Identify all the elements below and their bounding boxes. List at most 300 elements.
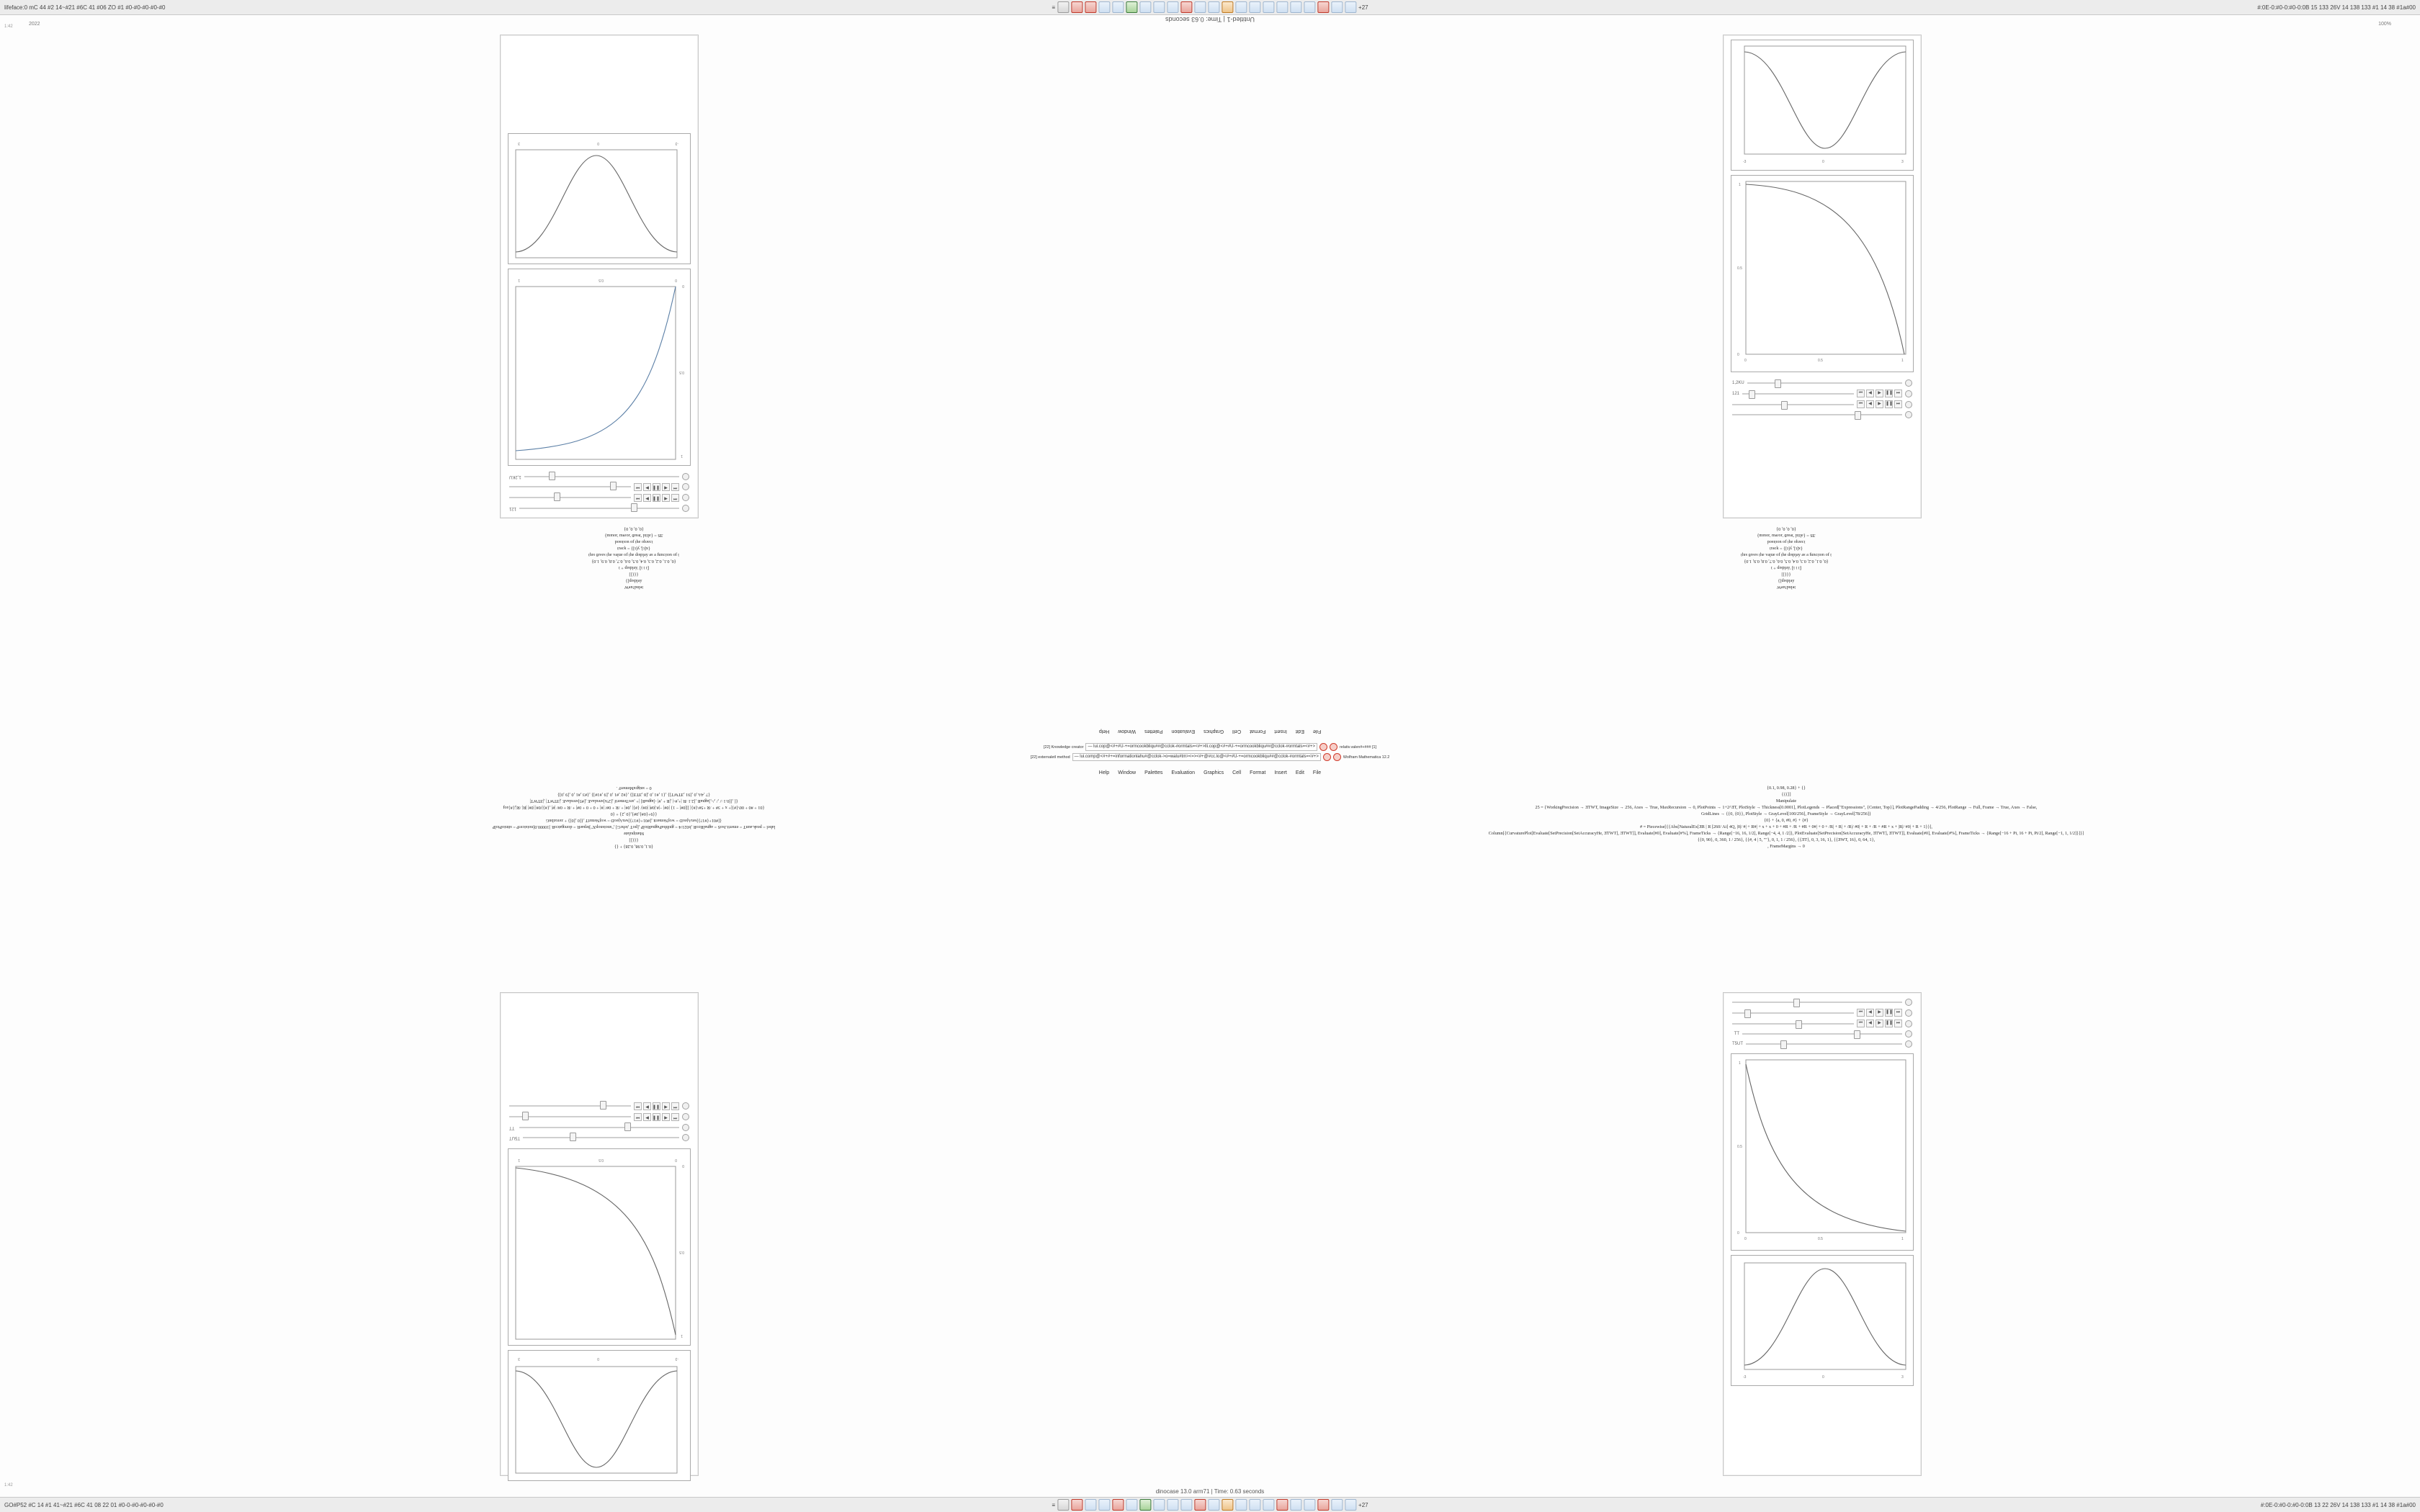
pause-button[interactable]: ❚❚: [653, 1113, 660, 1121]
address-row-1-trailing: relativ.valen#+### [1]: [1339, 744, 1376, 750]
gear-icon[interactable]: [682, 1134, 689, 1141]
menu-icon[interactable]: [1057, 1499, 1069, 1511]
slider-2[interactable]: [509, 495, 631, 502]
code-block-upper-left[interactable]: [130, 526, 1138, 590]
play-button[interactable]: ▶: [643, 1102, 651, 1110]
bottom-system-bar-right: [2261, 1502, 2420, 1508]
edge-mark-top-left: 1:42: [4, 24, 13, 29]
record3-icon[interactable]: [1194, 1499, 1206, 1511]
slider-row-2[interactable]: [1729, 388, 1915, 399]
taskbar-counter-bottom: +27: [1358, 1501, 1368, 1508]
gear-icon[interactable]: [682, 473, 689, 480]
code-line: label = peak.aunT = emerit.JsoS = agnalRcoR ,b021/4 = gnibbaPagnaRtolP ,[poT ,tehcG] ,"snoisnopX"]tepaeR = doregatcoR ]10000.0[noisicerP = sitnioPtolP: [492, 824, 776, 829]
top-system-bar-right: [2257, 4, 2420, 11]
notes-icon[interactable]: [1249, 1, 1260, 13]
svg-text:1: 1: [1739, 183, 1741, 187]
clipboard-icon[interactable]: [1317, 1499, 1329, 1511]
record2-icon[interactable]: [1112, 1499, 1124, 1511]
code-line: {x[t], y[t]} = ʞɔɐɹʇ: [617, 546, 650, 551]
system-info-right-bottom: #:0E-0:#0-0:#0-0:0B 13 22 26V 14 138 133 #1 14 38 #1a#00: [2260, 1501, 2416, 1508]
address-row-1-label: [22] Knowledge creator: [1044, 744, 1084, 750]
pdf-icon[interactable]: [1276, 1499, 1288, 1511]
svg-text:0: 0: [597, 1356, 599, 1361]
player-row-1[interactable]: [1729, 1007, 1915, 1018]
chat-icon[interactable]: [1194, 1, 1206, 13]
svg-text:0: 0: [1744, 359, 1747, 363]
code-line: {{{]]: [1781, 792, 1791, 797]
pause-button[interactable]: ❚❚: [1885, 400, 1893, 408]
manipulate-panel-top-right[interactable]: [1723, 35, 1922, 518]
code-line: ʎɐldsıp]}: [625, 578, 642, 583]
prev-button[interactable]: ⏮: [1857, 1020, 1865, 1027]
code-line: {x[t], y[t]} = ʞɔɐɹʇ: [1770, 546, 1803, 551]
gear-icon[interactable]: [1905, 1040, 1912, 1048]
svg-text:0.5: 0.5: [679, 370, 684, 374]
code-line: ʇɐlnd!uɐW: [624, 585, 644, 590]
slider-1-value: T5UT: [509, 1135, 520, 1140]
calc-icon[interactable]: [1153, 1, 1165, 13]
prev-button[interactable]: ⏮: [1857, 1009, 1865, 1017]
code-line: GridLines → {{0, {0}}, PlotStyle → GrayLevel[100/256], FrameStyle → GrayLevel[78/256]}: [1700, 811, 1872, 816]
svg-text:0.5: 0.5: [1737, 1145, 1742, 1149]
slider-row-4[interactable]: [1729, 1039, 1915, 1049]
slider-row-1[interactable]: [1729, 997, 1915, 1007]
gear-icon[interactable]: [1905, 1009, 1912, 1017]
slider-1[interactable]: [523, 1134, 679, 1141]
slider-3-label: TT: [1734, 1032, 1739, 1036]
controls-group-top-left[interactable]: [501, 470, 698, 518]
slider-2[interactable]: [1732, 1009, 1854, 1017]
player-buttons-1[interactable]: [1857, 1009, 1902, 1017]
mathematica-icon[interactable]: [1304, 1499, 1315, 1511]
prev-button[interactable]: ⏮: [1857, 390, 1865, 397]
slider-1-label: 1,2KU: [1732, 381, 1744, 385]
image-icon[interactable]: [1222, 1, 1233, 13]
svg-text:0: 0: [682, 1164, 684, 1168]
slider-2-label: 121: [1732, 391, 1740, 396]
pause-button[interactable]: ❚❚: [1885, 1020, 1893, 1027]
player-row-2[interactable]: [506, 482, 692, 492]
top-system-bar-left: [0, 4, 165, 11]
next-button[interactable]: ⏭: [1894, 1020, 1902, 1027]
chat-icon[interactable]: [1180, 1499, 1192, 1511]
svg-text:0.5: 0.5: [599, 1158, 604, 1162]
record-icon[interactable]: [1071, 1499, 1083, 1511]
code-line: {{{]]: [629, 837, 639, 842]
next-button[interactable]: ⏭: [634, 1113, 642, 1121]
svg-text:0.5: 0.5: [1818, 359, 1823, 363]
gear-icon[interactable]: [682, 495, 689, 502]
code-line: {[#01+{#1?}]wnAjeoD = wojNemerit ,[#01+{#1?}]wnAjeoD = wojNemriT ,{[0 ,[0]} + zerozbnG: [545, 818, 722, 823]
back-button[interactable]: ◀: [662, 1113, 670, 1121]
menu-item-graphics[interactable]: Graphics: [1204, 729, 1224, 734]
terminal-icon[interactable]: [1139, 1499, 1151, 1511]
svg-text:3: 3: [1901, 160, 1904, 164]
pdf-icon[interactable]: [1317, 1, 1329, 13]
code-icon[interactable]: [1331, 1, 1343, 13]
archive-icon[interactable]: [1290, 1499, 1301, 1511]
chart-bottom-right-hump: [1731, 1255, 1914, 1386]
svg-text:3: 3: [1901, 1375, 1904, 1380]
top-system-bar: [0, 0, 2420, 15]
back-button[interactable]: ◀: [1866, 1020, 1874, 1027]
record-icon[interactable]: [1071, 1, 1083, 13]
code-line: {0} + {a, 0, #0, #} + {#}: [1764, 818, 1809, 823]
pause-button[interactable]: ❚❚: [1885, 390, 1893, 397]
svg-text:0: 0: [675, 1158, 677, 1162]
slider-4[interactable]: [524, 473, 679, 480]
svg-text:0.5: 0.5: [1737, 266, 1742, 271]
gear-icon[interactable]: [682, 1124, 689, 1131]
svg-text:0.5: 0.5: [679, 1250, 684, 1254]
slider-3[interactable]: [509, 484, 631, 491]
menu-item-file[interactable]: File: [1312, 770, 1322, 775]
slider-3[interactable]: [509, 1114, 631, 1121]
code-line: 25 = {WorkingPrecision → ƎTWT, ImageSize → 256, Axes → True, MaxRecursion → 0, PlotPoints → 1+2^ƎT, PlotStyle → Thickness[0.0001], PlotLegends → Placed["Expressions", {Center, Top}], PlotRangePadding → 4/256, PlotRange → Full, Frame → True, Axes → False,: [1535, 805, 2038, 810]
code-line: {01 + #0 + 00\{#}|+ x + 3# + /R +5#\{#}| ]]|0#| − 1} |0#| −|#.|0#| |0#|/ {#}| ,0#| + /R + 0#/ |#| + 0 + 0 + 0#| + /R + 0#/ |#| ,{#}|/0#| |0#| |R| /R|,{#}ɹoɟ: [503, 805, 765, 810]
slider-4-value: 1,2KU: [509, 474, 521, 479]
back-button[interactable]: ◀: [1866, 390, 1874, 397]
next-button[interactable]: ⏭: [634, 494, 642, 502]
system-info-left: lifeface:0 mC 44 #2 14~#21 #6C 41 #06 ZO #1 #0-#0-#0-#0-#0: [4, 4, 166, 11]
menu-item-window[interactable]: Window: [1118, 729, 1137, 734]
slider-row-4[interactable]: [506, 472, 692, 482]
system-info-right: #:0E-0:#0-0:#0-0:0B 15 133 26V 14 138 133 #1 14 38 #1a#00: [2257, 4, 2416, 11]
prev-button[interactable]: ⏮: [671, 494, 679, 502]
chart-bottom-right-decay: [1731, 1053, 1914, 1251]
back-button[interactable]: ◀: [662, 494, 670, 502]
prev-button[interactable]: ⏮: [671, 483, 679, 491]
svg-text:1: 1: [681, 1333, 683, 1338]
code-line: {0, 0.1, 0.2, 0.3, 0.4, 0.5, 0.6, 0.7, 0.8, 0.9, 1.0}: [1744, 559, 1829, 564]
code-line: , FrameMargins → 0: [1767, 844, 1805, 849]
play-button[interactable]: ▶: [1876, 1020, 1883, 1027]
svg-text:-3: -3: [1743, 1375, 1747, 1380]
svg-text:0: 0: [1737, 1231, 1739, 1236]
status-line: dinocase 13.0 arm71 | Time: 0.63 seconds: [1155, 1488, 1265, 1495]
svg-text:3: 3: [518, 141, 520, 145]
gear-icon[interactable]: [1905, 411, 1912, 418]
gear-icon[interactable]: [682, 1114, 689, 1121]
gear-icon[interactable]: [1905, 379, 1912, 387]
prev-button[interactable]: ⏮: [671, 1102, 679, 1110]
prev-button[interactable]: ⏮: [1857, 400, 1865, 408]
manipulate-panel-bottom-left[interactable]: [500, 992, 699, 1476]
browser-icon[interactable]: [1098, 1, 1110, 13]
player-buttons-1[interactable]: [634, 494, 679, 502]
system-info-left-bottom: GO#P52 #C 14 #1 41~#21 #6C 41 08 22 01 #0-0-#0-#0-#0-#0: [4, 1501, 163, 1508]
slider-row-1[interactable]: [506, 503, 692, 513]
code-line: {{0, 90}, 0, 360, 1 / 256}, {{#, 4 | 5, ""}, 0, 1, 1 / 256}, {{ƎT}, 0, 3, 16, 1}, {{ƎWT, 16}, 0, 64, 1},: [1697, 837, 1876, 842]
browser-icon[interactable]: [1085, 1499, 1096, 1511]
menu-item-cell[interactable]: Cell: [1232, 770, 1242, 775]
back-button[interactable]: ◀: [662, 483, 670, 491]
code-block-lower-right[interactable]: [1282, 785, 2290, 850]
gear-icon[interactable]: [682, 505, 689, 512]
svg-text:0: 0: [1822, 160, 1824, 164]
files-icon[interactable]: [1112, 1, 1124, 13]
slider-3[interactable]: [1732, 401, 1854, 408]
code-line: {0, 0, 0, 0}: [624, 526, 644, 531]
slider-row-1[interactable]: [1729, 378, 1915, 388]
menu-item-palettes[interactable]: Palettes: [1144, 770, 1163, 775]
code-line: ʇ ɟo uoıʇɔunɟ ɐ sɐ ʎɐldsıp ǝɥʇ ɟo ǝnlɐʌ ǝɥʇ sǝʌıƃ sıɥʇ: [588, 552, 679, 557]
next-button[interactable]: ⏭: [1894, 1009, 1902, 1017]
menu-icon[interactable]: [1057, 1, 1069, 13]
slider-row-3[interactable]: [1729, 1029, 1915, 1039]
menu-item-evaluation[interactable]: Evaluation: [1171, 729, 1196, 734]
player-buttons-2[interactable]: [634, 1102, 679, 1110]
slider-row-2[interactable]: [506, 1122, 692, 1133]
code-block-upper-right[interactable]: [1282, 526, 2290, 590]
chart-top-right-arc: [1731, 175, 1914, 372]
slider-4[interactable]: [1732, 411, 1902, 418]
menu-item-edit[interactable]: Edit: [1295, 729, 1304, 734]
svg-text:-3: -3: [675, 141, 678, 145]
slider-4[interactable]: [1742, 1030, 1902, 1038]
svg-text:3: 3: [518, 1356, 520, 1361]
player-icon[interactable]: [1208, 1499, 1219, 1511]
pause-button[interactable]: ❚❚: [653, 494, 660, 502]
menu-item-insert[interactable]: Insert: [1274, 729, 1287, 734]
svg-text:-3: -3: [675, 1356, 678, 1361]
gear-icon[interactable]: [1905, 999, 1912, 1006]
code-line: {0.1, 0.98, 0.28} + {}: [1766, 786, 1806, 791]
chart-bottom-left-decay: [508, 1148, 691, 1346]
music-icon[interactable]: [1235, 1, 1247, 13]
gear-icon[interactable]: [1905, 390, 1912, 397]
record3-icon[interactable]: [1180, 1, 1192, 13]
taskbar-counter: +27: [1358, 4, 1368, 11]
slider-3[interactable]: [1732, 1020, 1854, 1027]
player-buttons-1[interactable]: [1857, 390, 1902, 397]
notebook-zoom-left: 2022: [29, 22, 40, 27]
menu-item-cell[interactable]: Cell: [1232, 729, 1242, 734]
music-icon[interactable]: [1235, 1499, 1247, 1511]
slider-2-value: TT: [509, 1125, 515, 1130]
code-line: {7 ,4A ,0 ,[91 ,ƎTWT]} ,{1 ,#1 ,0 ,[8 ,ƎTƎ]} ,{#2 ,#1 ,0 ,[9 ,#1#]} ,{#3 ,#1 ,0 ,[9 ,0]}: [557, 792, 711, 797]
menu-item-help[interactable]: Help: [1098, 729, 1110, 734]
code-line: {{{]]: [629, 572, 639, 577]
svg-text:0: 0: [1737, 353, 1739, 357]
next-button[interactable]: ⏭: [634, 483, 642, 491]
back-button[interactable]: ◀: [1866, 1009, 1874, 1017]
address-row-1[interactable]: [0, 743, 2420, 751]
slider-1[interactable]: [519, 505, 679, 512]
menu-item-file[interactable]: File: [1312, 729, 1322, 734]
terminal-icon[interactable]: [1126, 1, 1137, 13]
menu-item-format[interactable]: Format: [1250, 729, 1266, 734]
code-line: ʇɔǝɾqo ǝɥʇ ɟo uoıʇısod: [1767, 539, 1806, 544]
player-row-1[interactable]: [506, 1112, 692, 1122]
gear-icon[interactable]: [1905, 401, 1912, 408]
menu-item-edit[interactable]: Edit: [1295, 770, 1304, 775]
slider-4[interactable]: [509, 1103, 631, 1110]
menu-item-window[interactable]: Window: [1118, 770, 1137, 775]
chart-top-left-arc: [508, 269, 691, 466]
play-button[interactable]: ▶: [643, 494, 651, 502]
controls-group-bottom-left[interactable]: [501, 1095, 698, 1144]
menu-item-insert[interactable]: Insert: [1274, 770, 1287, 775]
next-button[interactable]: ⏭: [1894, 400, 1902, 408]
notebook-zoom-right: 100%: [2378, 22, 2391, 27]
address-row-2[interactable]: [0, 753, 2420, 761]
record-indicator-icon[interactable]: [1323, 753, 1331, 761]
bottom-system-bar-left: [0, 1502, 163, 1508]
address-row-2-input[interactable]: — lui.comp@<#+#+=informationlahu#@cclok->o=walu#tm><=><#+@#cc.lo@<#+#U-+=ormcookbliqu##@cclok-#ormtals=<#+>: [1072, 753, 1321, 761]
address-row-1-input[interactable]: — lui.cop@<#+#U-+=ormcookbliqu##@cclok-#ormtals=<#+>lli.cop@<#+#U-+=ormcookbliqu##@cclok-#ormtals=<#+>: [1085, 743, 1317, 751]
address-row-2-trailing: Wolfram Mathematica 12.2: [1343, 755, 1390, 760]
next-button[interactable]: ⏭: [1894, 390, 1902, 397]
slider-1-value: 121: [509, 506, 517, 510]
play-button[interactable]: ▶: [1876, 400, 1883, 408]
settings-icon[interactable]: [1263, 1499, 1274, 1511]
player-buttons-2[interactable]: [634, 483, 679, 491]
gear-icon[interactable]: [682, 484, 689, 491]
svg-text:0.5: 0.5: [1818, 1237, 1823, 1241]
play-button[interactable]: ▶: [1876, 390, 1883, 397]
player-row-2[interactable]: [1729, 399, 1915, 410]
prev-button[interactable]: ⏮: [671, 1113, 679, 1121]
notes-icon[interactable]: [1249, 1499, 1260, 1511]
network-icon[interactable]: [1331, 1499, 1343, 1511]
play-button[interactable]: ▶: [643, 483, 651, 491]
code-line: ʇ ɟo uoıʇɔunɟ ɐ sɐ ʎɐldsıp ǝɥʇ ɟo ǝnlɐʌ ǝɥʇ sǝʌıƃ sıɥʇ: [1741, 552, 1832, 557]
edge-mark-bottom-left: 1:42: [4, 1483, 13, 1488]
disk-icon[interactable]: [1345, 1499, 1356, 1511]
next-button[interactable]: ⏭: [634, 1102, 642, 1110]
code-line: ƎS = {ǝlʇʇıl 'ʇɐǝɹƃ 'ɹoɾɐɯ 'ɹouıɯ}: [1757, 533, 1816, 538]
play-button[interactable]: ▶: [1876, 1009, 1883, 1017]
controls-group-bottom-right[interactable]: [1724, 993, 1921, 1050]
svg-text:0: 0: [1822, 1375, 1824, 1380]
manipulate-panel-top-left[interactable]: [500, 35, 699, 518]
svg-text:0: 0: [1744, 1237, 1747, 1241]
chart-bottom-left-hump: [508, 1350, 691, 1481]
svg-text:1: 1: [518, 278, 520, 282]
player-buttons-2[interactable]: [1857, 400, 1902, 408]
slider-1[interactable]: [1732, 999, 1902, 1006]
player-buttons-2[interactable]: [1857, 1020, 1902, 1027]
code-block-lower-left[interactable]: [130, 785, 1138, 850]
image-icon[interactable]: [1222, 1499, 1233, 1511]
calc-icon[interactable]: [1153, 1499, 1165, 1511]
terminal2-icon[interactable]: [1276, 1, 1288, 13]
address-row-2-label: [22] externaletl method: [1030, 755, 1070, 760]
svg-text:0: 0: [597, 141, 599, 145]
gear-icon[interactable]: [1905, 1020, 1912, 1027]
svg-text:1: 1: [681, 454, 683, 458]
play-button[interactable]: ▶: [643, 1113, 651, 1121]
svg-text:1: 1: [1901, 359, 1904, 363]
mail-icon[interactable]: [1167, 1, 1178, 13]
slider-row-4[interactable]: [1729, 410, 1915, 420]
back-button[interactable]: ◀: [1866, 400, 1874, 408]
svg-text:1: 1: [1901, 1237, 1904, 1241]
menu-bar-lower[interactable]: [0, 770, 2420, 775]
svg-text:0: 0: [675, 278, 677, 282]
chart-top-right-bell: [1731, 40, 1914, 171]
menu-item-graphics[interactable]: Graphics: [1204, 770, 1224, 775]
slider-2[interactable]: [1742, 390, 1854, 397]
mail-icon[interactable]: [1167, 1499, 1178, 1511]
svg-text:1: 1: [518, 1158, 520, 1162]
svg-text:-3: -3: [1743, 160, 1747, 164]
editor-icon[interactable]: [1126, 1499, 1137, 1511]
slider-row-1[interactable]: [506, 1133, 692, 1143]
svg-text:0.5: 0.5: [599, 278, 604, 282]
slider-4-label: T5UT: [1732, 1042, 1743, 1046]
svg-text:1: 1: [1739, 1061, 1741, 1066]
code-line: {{9+{0#},0#},{0 ,2} + {0: [610, 811, 658, 816]
chart-top-left-bell: [508, 133, 691, 264]
record-indicator-icon[interactable]: [1333, 753, 1341, 761]
record-indicator-icon[interactable]: [1319, 743, 1327, 751]
mathematica-icon[interactable]: [1304, 1, 1315, 13]
notebook-title: Untitled-1 | Time: 0.63 seconds: [1165, 16, 1255, 23]
code-line: {0.1, 0.98, 0.28} + {}: [614, 844, 654, 849]
gear-icon[interactable]: [1905, 1030, 1912, 1038]
code-line: {0, 0, 0, 0}: [1776, 526, 1796, 531]
code-line: {{{]]: [1781, 572, 1791, 577]
player-buttons-1[interactable]: [634, 1113, 679, 1121]
code-line: ʎɐldsıp]}: [1778, 578, 1795, 583]
gear-icon[interactable]: [682, 1103, 689, 1110]
code-line: ƎS = {ǝlʇʇıl 'ʇɐǝɹƃ 'ɹoɾɐɯ 'ɹouıɯ}: [604, 533, 663, 538]
code-line: ʇɔǝɾqo ǝɥʇ ɟo uoıʇısod: [614, 539, 653, 544]
code-line: # = Piecewise[{{Abs[NaturalEx[ƎR | R [260/ Ai] 4Q, |0|/ #| + R#| + x + x + 0 + #R + /R + #R + 0#| + 0 + /R| + R| + /R|/ #0| + R + /R + #R + x + |R|/ #0| + R + 1}}],: [1640, 824, 1932, 829]
player-row-2[interactable]: [1729, 1018, 1915, 1029]
code-line: ⁅ʇ ʇ ʇ⁆ 'ʎɐldsıp + ʇ: [619, 565, 649, 570]
code-line: Column[{CurvaturePlot[Evaluate[SetPrecision[SetAccuracyHe, ƎTWT], ƎTWT]], Evaluate[#0], Evaluate[#%], FrameTicks → {Range[−16, 16, 1/2], Range[−4, 4, 1 /2]}, PlotEvaluate[SetPrecision[SetAccuracyHe, ƎTWT], ƎTWT]], Evaluate[#0], Evaluate[#%], FrameTicks → {Range[−16 + Pi, 16 + Pi, Pi/2], Range[−1, 1, 1/2]}]}]: [1488, 831, 2084, 836]
record2-icon[interactable]: [1085, 1, 1096, 13]
player-row-2[interactable]: [506, 1101, 692, 1112]
top-taskbar-icons[interactable]: [1052, 1, 1368, 13]
slider-5[interactable]: [1746, 1040, 1902, 1048]
player-icon[interactable]: [1208, 1, 1219, 13]
pause-button[interactable]: ❚❚: [1885, 1009, 1893, 1017]
controls-group-top-right[interactable]: [1724, 377, 1921, 424]
settings-icon[interactable]: [1263, 1, 1274, 13]
slider-1[interactable]: [1747, 379, 1902, 387]
slider-2[interactable]: [519, 1124, 679, 1131]
taskbar-menu-label[interactable]: ≡: [1052, 1501, 1056, 1508]
pause-button[interactable]: ❚❚: [653, 483, 660, 491]
monitor-icon[interactable]: [1345, 1, 1356, 13]
menu-item-help[interactable]: Help: [1098, 770, 1110, 775]
back-button[interactable]: ◀: [662, 1102, 670, 1110]
code-line: Manipulate: [1775, 798, 1797, 804]
taskbar-menu-label[interactable]: ≡: [1052, 4, 1056, 11]
menu-item-format[interactable]: Format: [1250, 770, 1266, 775]
code-line: {[ ,[[0.1 :/ ,/ ,/-,]agnaR ,[2.1 /R |+,#-| ,|R + ,#| -]agnaR] |+ ,sroTemerif ,[2%]sreulaʌE ,[#5]sreulaʌE ,|ƎTWT| ,|ƎTWT|: [529, 798, 738, 804]
pause-button[interactable]: ❚❚: [653, 1102, 660, 1110]
bottom-taskbar-icons[interactable]: [1052, 1499, 1368, 1511]
menu-item-palettes[interactable]: Palettes: [1144, 729, 1163, 734]
manipulate-panel-bottom-right[interactable]: [1723, 992, 1922, 1476]
svg-text:0: 0: [682, 284, 684, 288]
menu-item-evaluation[interactable]: Evaluation: [1171, 770, 1196, 775]
editor-icon[interactable]: [1139, 1, 1151, 13]
code-line: 0 = snigraMemerF .: [616, 786, 652, 791]
code-line: Manipulate: [623, 831, 645, 836]
archive-icon[interactable]: [1290, 1, 1301, 13]
player-row-1[interactable]: [506, 492, 692, 503]
files-icon[interactable]: [1098, 1499, 1110, 1511]
menu-bar-upper[interactable]: [0, 729, 2420, 734]
bottom-system-bar: [0, 1497, 2420, 1512]
record-indicator-icon[interactable]: [1330, 743, 1337, 751]
